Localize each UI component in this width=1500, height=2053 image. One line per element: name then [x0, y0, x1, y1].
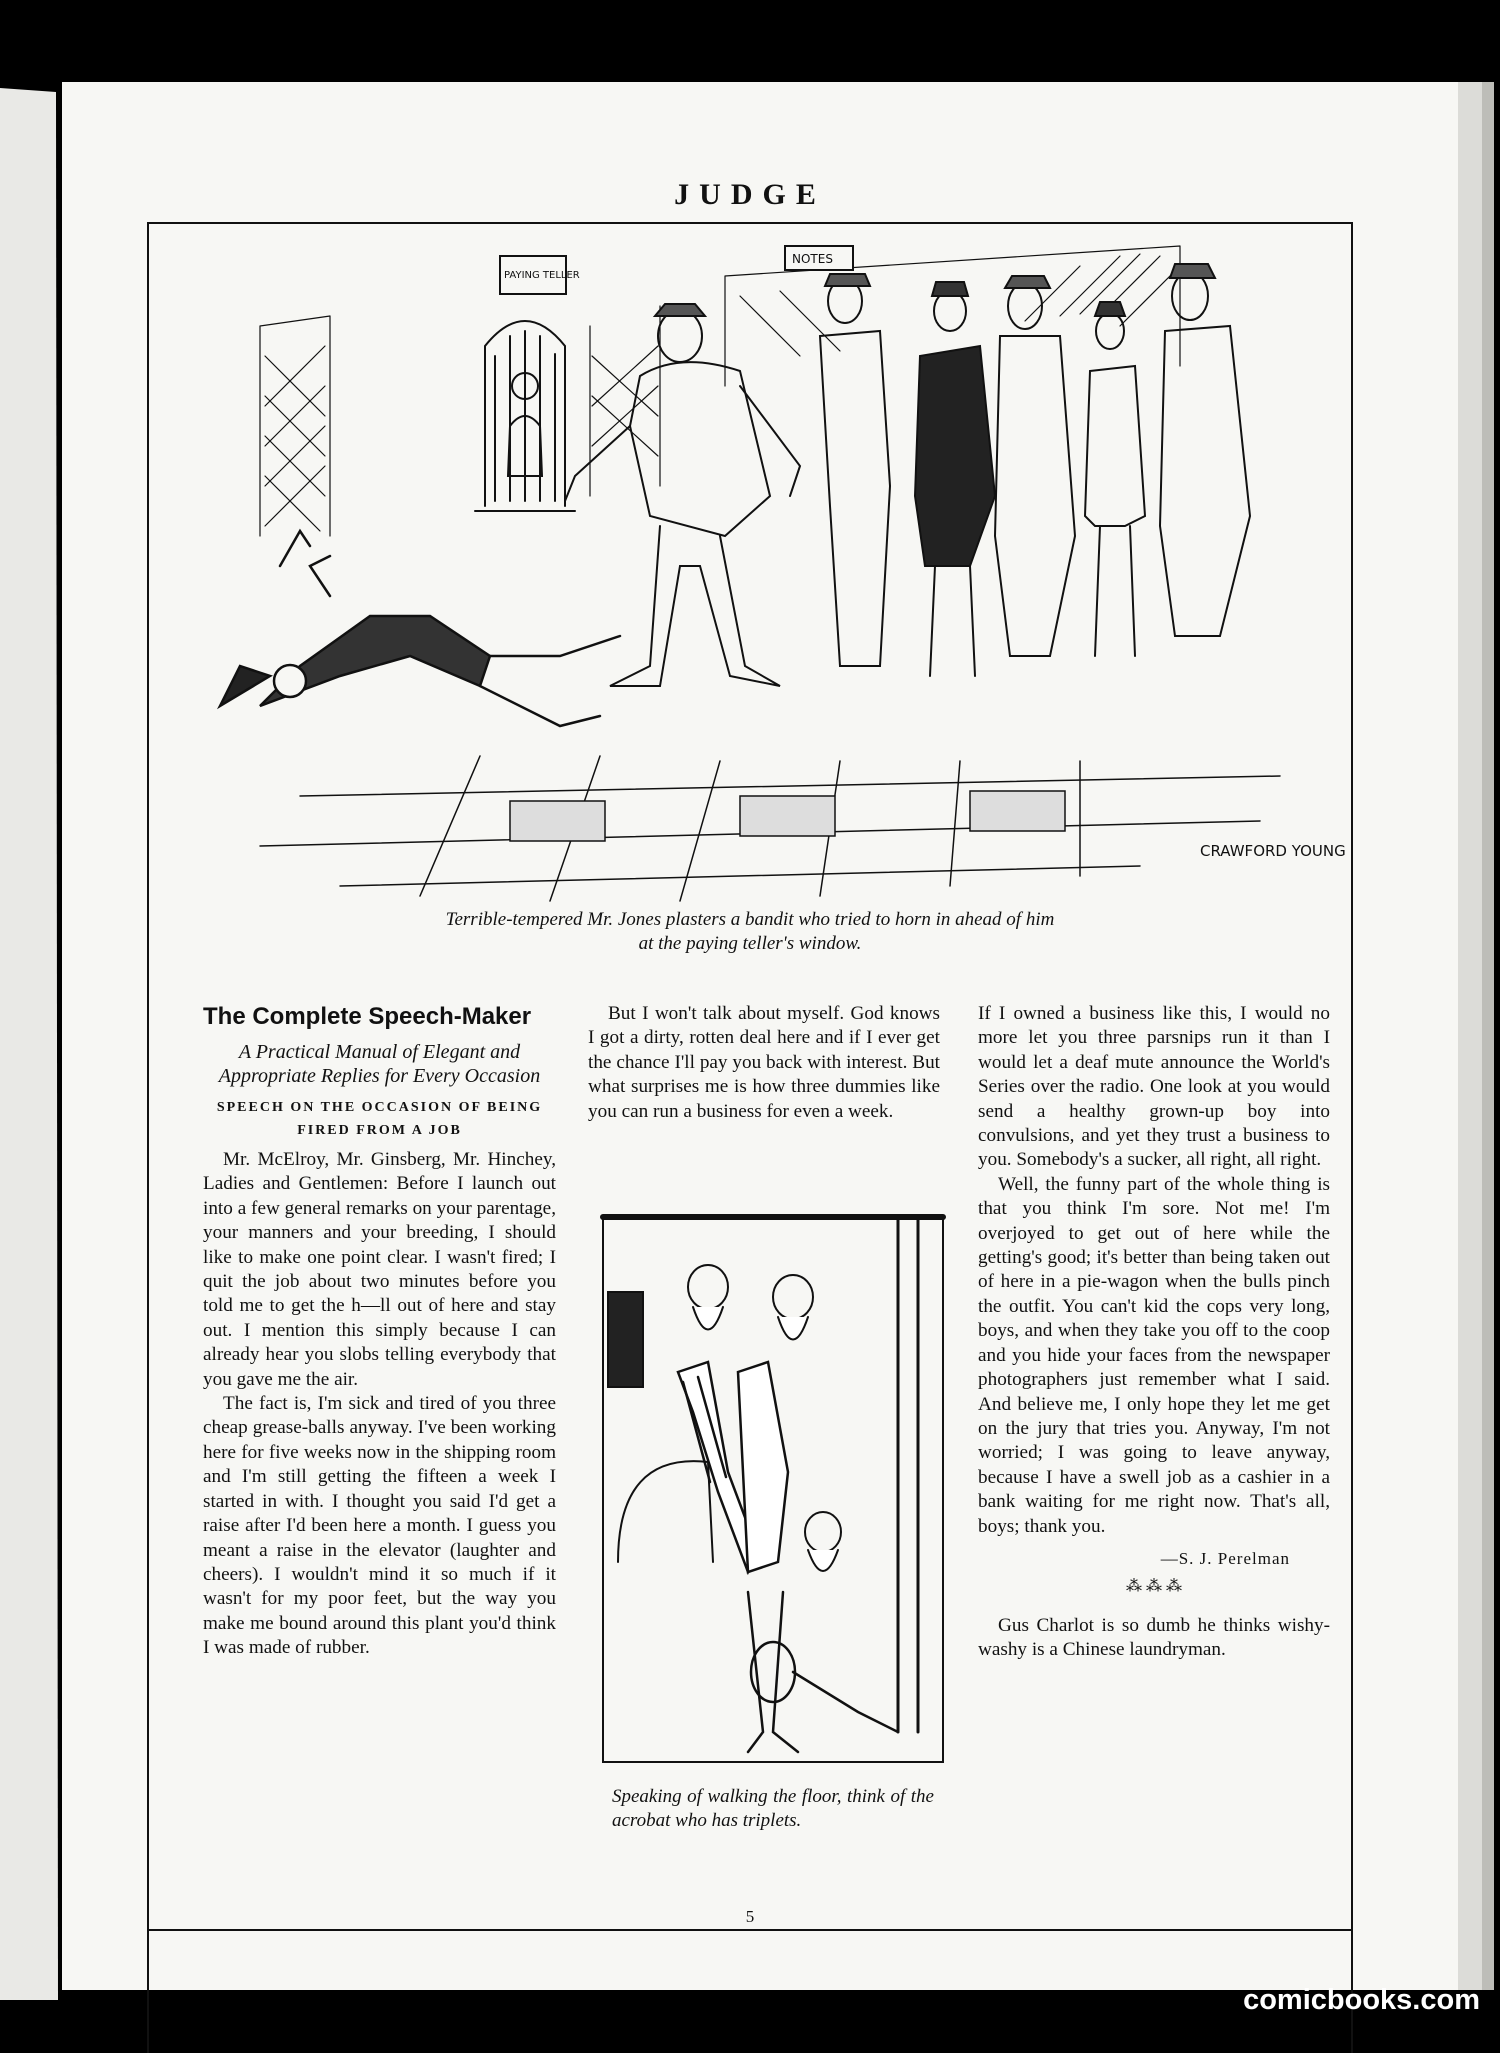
queue-of-customers	[820, 264, 1250, 676]
acrobat-cartoon-illustration	[598, 1212, 948, 1772]
checkered-floor	[260, 756, 1280, 901]
caption-line-1: Terrible-tempered Mr. Jones plasters a bandit who tried to horn in ahead of him	[445, 909, 1055, 930]
byline: —S. J. Perelman	[1160, 1548, 1290, 1568]
teller-window	[475, 321, 575, 511]
top-cartoon-illustration	[180, 236, 1346, 906]
article-paragraph: But I won't talk about myself. God knows I got a dirty, rotten deal here and if I ever get the chance I'll pay you back with interest. But what surprises me is how three dummies like you can run a business for even a week.	[588, 1003, 940, 1122]
falling-bandit	[220, 531, 620, 726]
top-cartoon-caption	[300, 908, 1200, 956]
acrobat-cartoon-caption: Speaking of walking the floor, think of the acrobat who has triplets.	[612, 1786, 934, 1831]
lattice-grille	[260, 246, 1180, 536]
facing-page-edge	[0, 88, 58, 2000]
article-paragraph: Mr. McElroy, Mr. Ginsberg, Mr. Hinchey, Ladies and Gentlemen: Before I launch out into a few general remarks on your parentage, your manners and your breeding, I should like to make one point clear. I wasn't fired; I quit the job about two minutes before you told me to get the h—ll out of here and stay out. I mention this simply because I can already hear you slobs telling everybody that you gave me the air.	[203, 1149, 556, 1390]
section-ornament: ⁂ ⁂ ⁂	[1126, 1578, 1182, 1596]
notes-sign-label: NOTES	[792, 252, 833, 266]
column-2	[588, 1002, 940, 1124]
article-paragraph: The fact is, I'm sick and tired of you three cheap grease-balls anyway. I've been working here for five weeks now in the shipping room and I'm still getting the fifteen a week I started in with. I thought you said I'd get a raise after I'd been here a month. I guess you meant a raise in the elevator (laughter and cheers). I wouldn't mind it so much if it wasn't for my poor feet, but the way you make me bound around this plant you'd think I was made of rubber.	[203, 1393, 556, 1659]
column-1	[203, 1002, 556, 1661]
masthead: JUDGE	[674, 178, 826, 211]
mr-jones	[565, 304, 800, 686]
acrobat-figure	[678, 1362, 898, 1752]
paying-teller-sign-label: PAYING TELLER	[504, 270, 580, 281]
armchair	[618, 1461, 713, 1562]
column-3	[978, 1002, 1330, 1663]
article-paragraph: Well, the funny part of the whole thing is that you think I'm sore. Not me! I'm overjoyed to get out of here while the getting's good; it's better than being taken out of here in a pie-wagon when the bulls pinch the outfit. You can't kid the cops very long, boys, and when they take you off to the coop and you hide your faces from the newspaper photographers just remember what I said. And believe me, I only hope they let me get on the jury that tries you. Anyway, I'm not worried; I was going to leave anyway, because I have a swell job as a cashier in a bank waiting for me right now. That's all, boys; thank you.	[978, 1173, 1330, 1537]
article-paragraph: If I owned a business like this, I would no more let you three parsnips run it than I would let a deaf mute announce the World's Series over the radio. One look at you would send a healthy grown-up boy into convulsions, and yet they trust a business to you. Somebody's a sucker, all right, all right.	[978, 1003, 1330, 1171]
caption-line-2: at the paying teller's window.	[638, 933, 862, 954]
site-watermark: comicbooks.com	[1243, 1984, 1480, 2016]
article-title: The Complete Speech-Maker	[203, 1003, 532, 1030]
page-number: 5	[745, 1907, 755, 1926]
joke-paragraph: Gus Charlot is so dumb he thinks wishy-washy is a Chinese laundryman.	[978, 1614, 1330, 1661]
wall-picture	[608, 1292, 643, 1387]
speech-heading: SPEECH ON THE OCCASION OF BEING FIRED FROM A JOB	[216, 1100, 543, 1138]
right-gutter	[1458, 82, 1482, 1990]
cartoon-signature: CRAWFORD YOUNG	[1200, 842, 1346, 860]
article-subtitle: A Practical Manual of Elegant and Appropriate Replies for Every Occasion	[218, 1041, 541, 1087]
